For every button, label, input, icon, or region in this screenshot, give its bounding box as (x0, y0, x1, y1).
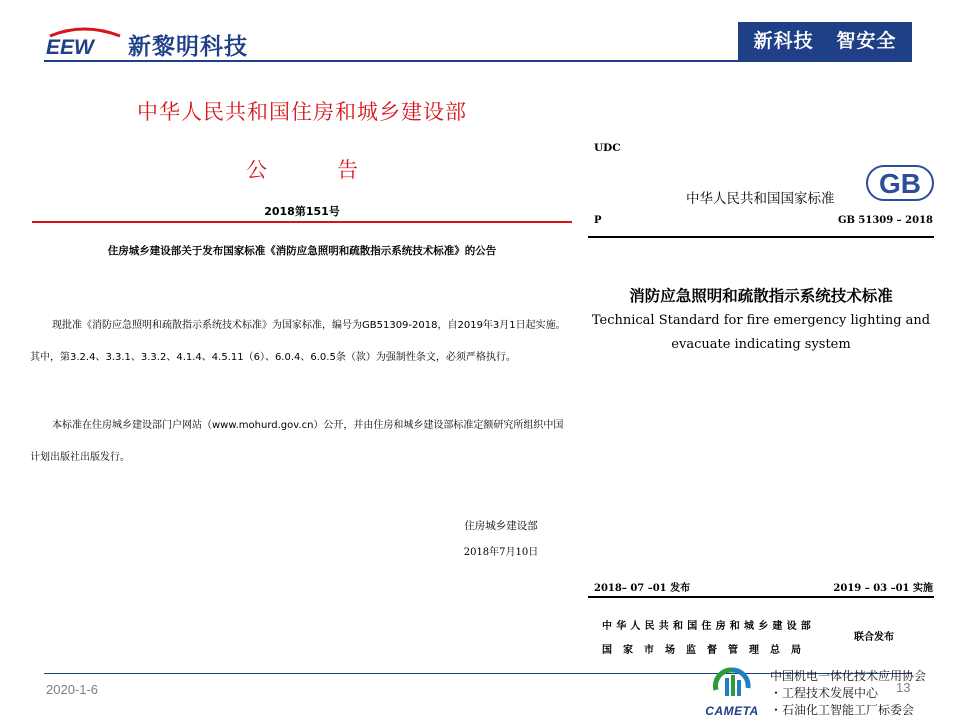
logo-text: EEW (46, 36, 94, 58)
cover-top-rule (588, 236, 934, 238)
header-divider (44, 60, 912, 62)
notice-title: 公告 (246, 158, 428, 182)
notice-issue-date: 2018年7月10日 (463, 547, 539, 558)
cameta-logo-icon (710, 664, 754, 704)
standard-code: GB 51309 – 2018 (837, 215, 933, 226)
national-standard-label: 中华人民共和国国家标准 (686, 191, 835, 207)
notice-number: 2018第151号 (264, 205, 340, 218)
page-number: 13 (896, 680, 911, 695)
release-date: 2018– 07 –01 发布 (594, 583, 691, 594)
company-name: 新黎明科技 (128, 34, 248, 60)
udc-label: UDC (594, 142, 621, 154)
org-line-2: ・工程技术发展中心 (770, 686, 879, 700)
notice-paragraph-2: 本标准在住房城乡建设部门户网站（www.mohurd.gov.cn）公开，并由住房和城乡建设部标准定额研究所组织中国计划出版社出版发行。 (30, 420, 564, 463)
implementation-date: 2019 – 03 –01 实施 (833, 583, 933, 594)
slogan-banner: 新科技 智安全 (738, 22, 912, 60)
notice-heading: 住房城乡建设部关于发布国家标准《消防应急照明和疏散指示系统技术标准》的公告 (107, 245, 497, 257)
svg-text:GB: GB (879, 168, 921, 199)
joint-release-label: 联合发布 (854, 632, 894, 643)
eew-logo (44, 24, 126, 58)
publisher-samr: 国家市场监督管理总局 (602, 645, 812, 656)
publisher-mohurd: 中华人民共和国住房和城乡建设部 (602, 621, 815, 632)
notice-paragraph-1: 现批准《消防应急照明和疏散指示系统技术标准》为国家标准，编号为GB51309-2018，自2019年3月1日起实施。其中，第3.2.4、3.3.1、3.3.2、4.1.4、4.5.11（6）、6.0.4、6.0.5条（款）为强制性条文，必须严格执行。 (30, 320, 566, 363)
footer-date: 2020-1-6 (46, 682, 99, 697)
cameta-text: CAMETA (705, 704, 759, 718)
notice-red-rule (32, 221, 572, 223)
org-line-1: 中国机电一体化技术应用协会 (770, 669, 927, 683)
standard-title-cn: 消防应急照明和疏散指示系统技术标准 (629, 287, 893, 305)
p-label: P (594, 215, 602, 226)
standard-title-en: Technical Standard for fire emergency lighting and evacuate indicating system (591, 313, 931, 352)
notice-issuer: 住房城乡建设部 (464, 520, 538, 532)
cover-bottom-rule (588, 596, 934, 598)
org-line-3: ・石油化工智能工厂标委会 (770, 703, 915, 717)
gb-logo (866, 165, 934, 201)
ministry-name: 中华人民共和国住房和城乡建设部 (137, 100, 467, 124)
